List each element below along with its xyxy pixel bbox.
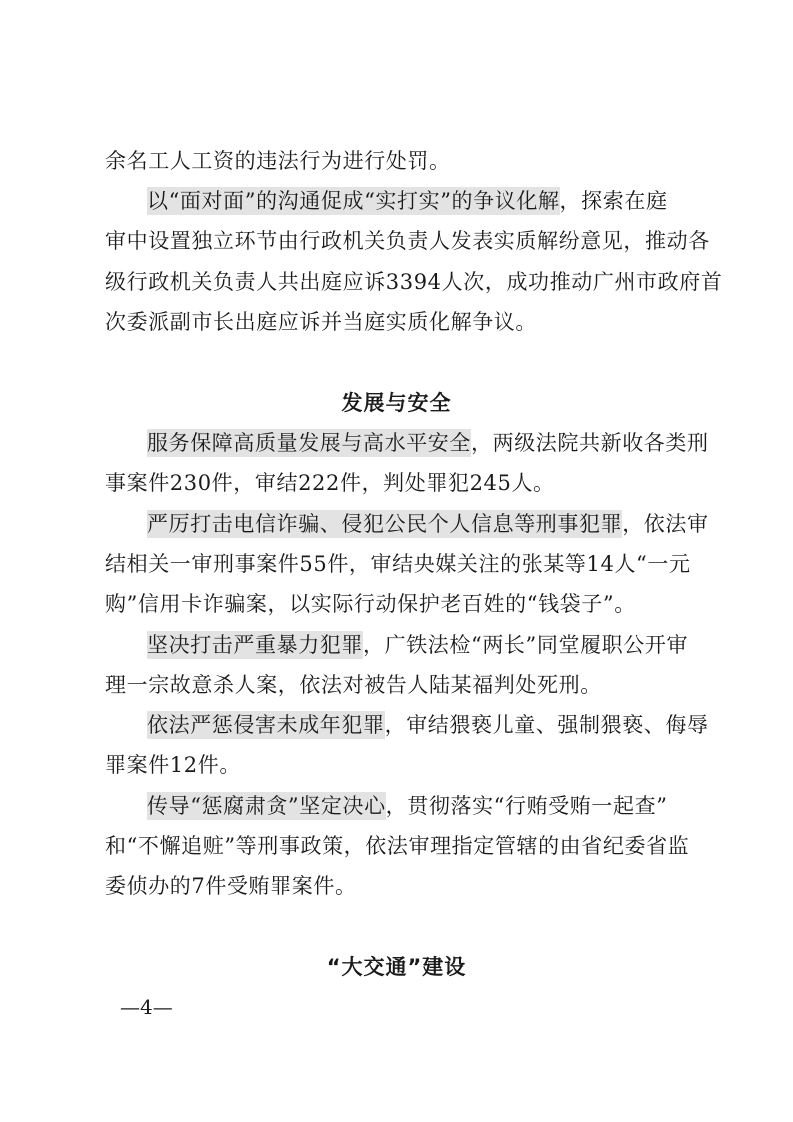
text-line: [147, 791, 695, 821]
text-line: [105, 267, 723, 297]
text-line: [105, 307, 695, 337]
text-line: [147, 710, 709, 740]
line-text: 级行政机关负责人共出庭应诉3394人次，成功推动广州市政府首: [105, 270, 723, 294]
line-text: 和“不懈追赃”等刑事政策，依法审理指定管辖的由省纪委省监: [105, 834, 690, 858]
text-line: [105, 670, 695, 700]
highlighted-text: 依法严惩侵害未成年犯罪: [147, 713, 385, 737]
text-line: [105, 226, 710, 256]
text-line: [105, 750, 695, 780]
line-text: ，探索在庭: [559, 189, 668, 213]
text-line: [147, 428, 709, 458]
text-line: [105, 589, 695, 619]
line-text: 罪案件12件。: [105, 753, 241, 777]
line-text: 审中设置独立环节由行政机关负责人发表实质解纷意见，推动各: [105, 229, 710, 253]
section-heading: “大交通”建设: [326, 955, 467, 979]
text-line: [105, 549, 695, 579]
text-line: [105, 871, 695, 901]
line-text: 事案件230件，审结222件，判处罪犯245人。: [105, 471, 555, 495]
line-text: 余名工人工资的违法行为进行处罚。: [105, 149, 451, 173]
text-line: [105, 831, 695, 861]
highlighted-text: 传导“惩腐肃贪”坚定决心: [147, 794, 386, 818]
highlighted-text: 以“面对面”的沟通促成“实打实”的争议化解: [147, 189, 560, 213]
line-text: 委侦办的7件受贿罪案件。: [105, 874, 357, 898]
highlighted-text: 坚决打击严重暴力犯罪: [147, 633, 363, 657]
line-text: ，审结猥亵儿童、强制猥亵、侮辱: [384, 713, 709, 737]
line-text: ，贯彻落实“行贿受贿一起查”: [385, 794, 668, 818]
page-number: —4—: [120, 995, 173, 1019]
text-line: [105, 468, 695, 498]
line-text: ，两级法院共新收各类刑: [471, 431, 709, 455]
text-line: [147, 509, 709, 539]
line-text: 理一宗故意杀人案，依法对被告人陆某福判处死刑。: [105, 673, 602, 697]
line-text: 结相关一审刑事案件55件，审结央媒关注的张某等14人“一元: [105, 552, 691, 576]
line-text: ，广铁法检“两长”同堂履职公开审: [363, 633, 689, 657]
line-text: 次委派副市长出庭应诉并当庭实质化解争议。: [105, 310, 537, 334]
text-line: [105, 146, 695, 176]
highlighted-text: 服务保障高质量发展与高水平安全: [147, 431, 471, 455]
line-text: ，依法审: [622, 512, 709, 536]
text-line: [147, 630, 695, 660]
text-line: [147, 186, 695, 216]
highlighted-text: 严厉打击电信诈骗、侵犯公民个人信息等刑事犯罪: [147, 512, 623, 536]
section-heading: 发展与安全: [341, 391, 452, 415]
line-text: 购”信用卡诈骗案，以实际行动保护老百姓的“钱袋子”。: [105, 592, 636, 616]
